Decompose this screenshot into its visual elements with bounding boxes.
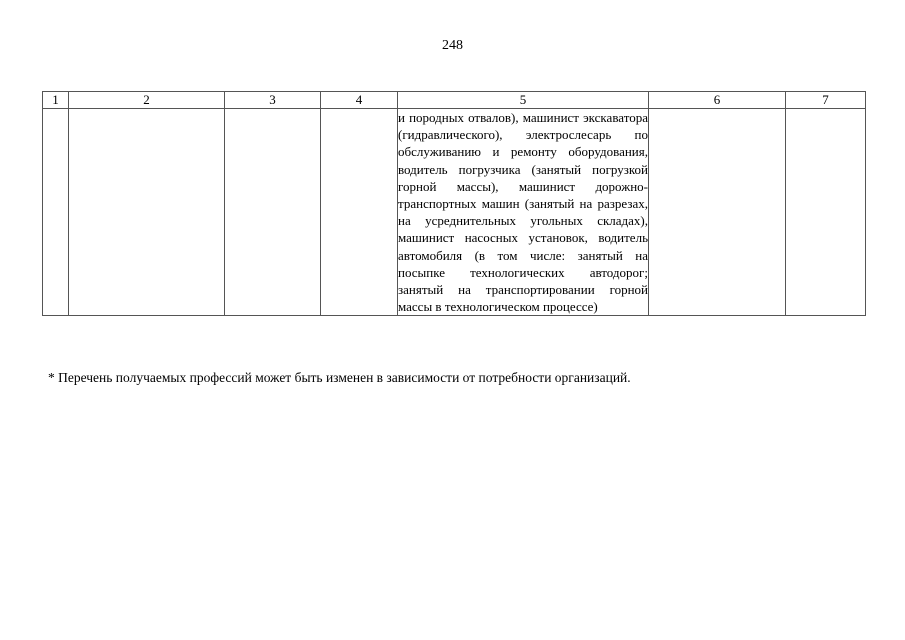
column-header-3: 3	[225, 92, 321, 109]
professions-list-text: и породных отвалов), машинист экскаватора (гидравлического), электрослесарь по обслуживанию и ремонту оборудования, водитель погрузчика (занятый погрузкой горной массы), машинист дорожно-транспортных машин (занятый на разрезах, на усреднительных угольных складах), машинист насосных установок, водитель автомобиля (в том числе: занятый на посыпке технологических автодорог; занятый на транспортировании горной массы в технологическом процессе)	[398, 110, 648, 315]
column-header-2: 2	[69, 92, 225, 109]
table-cell-col5	[398, 109, 649, 316]
column-header-4: 4	[321, 92, 398, 109]
table-cell-col7	[786, 109, 866, 316]
page-number: 248	[442, 38, 463, 53]
column-header-6: 6	[649, 92, 786, 109]
table-cell-col6	[649, 109, 786, 316]
table-header-row	[43, 92, 866, 109]
footnote: * Перечень получаемых профессий может быть изменен в зависимости от потребности организаций.	[48, 370, 631, 385]
table-cell-col4	[321, 109, 398, 316]
column-header-5: 5	[398, 92, 649, 109]
table-cell-col1	[43, 109, 69, 316]
column-header-7: 7	[786, 92, 866, 109]
table-cell-col3	[225, 109, 321, 316]
column-header-1: 1	[43, 92, 69, 109]
table-cell-col2	[69, 109, 225, 316]
table-row	[43, 109, 866, 316]
professions-table	[42, 91, 866, 316]
